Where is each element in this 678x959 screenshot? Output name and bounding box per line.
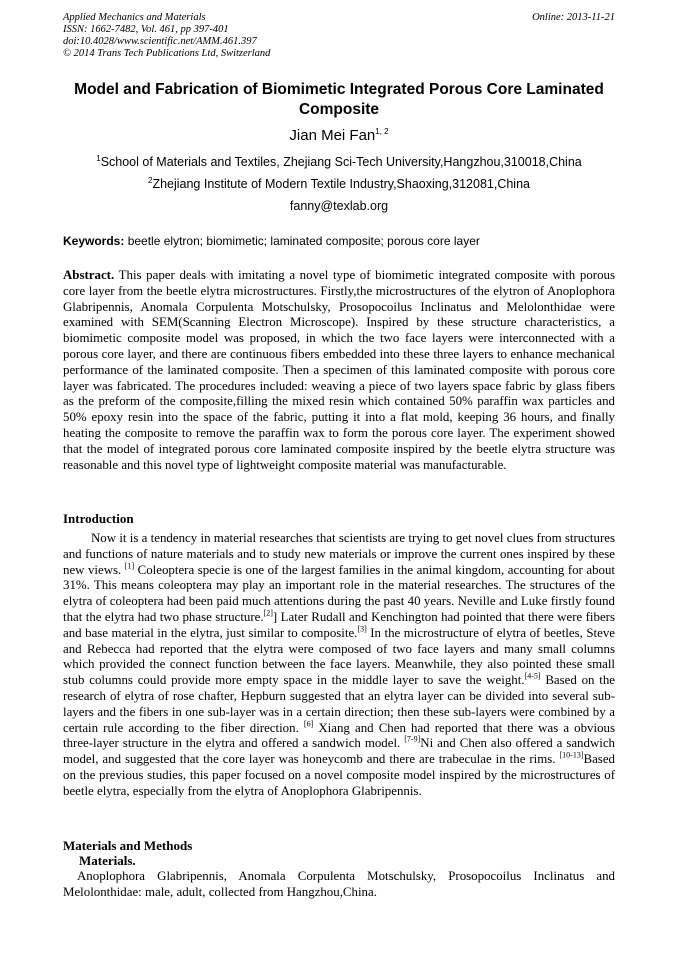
keywords-text: beetle elytron; biomimetic; laminated composite; porous core layer <box>127 234 480 248</box>
intro-text: Based on the research of elytra of rose chafter, Hepburn suggested that an elytra layer can be divided into several sub-layers and the fibers in one sub-layer was in a certain direction; then these sub-layers were combined by a certain rule according to the fiber direction. <box>63 673 615 735</box>
affiliation-2-mark: 2 <box>147 175 153 185</box>
affiliation-1-mark: 1 <box>96 153 101 163</box>
citation[interactable]: [10-13] <box>559 750 584 760</box>
doi-line: doi:10.4028/www.scientific.net/AMM.461.397 <box>63 36 257 47</box>
paper-title: Model and Fabrication of Biomimetic Integrated Porous Core Laminated Composite <box>74 81 604 118</box>
affiliation-2 <box>0 177 678 192</box>
introduction-body <box>63 531 615 800</box>
intro-text: Now it is a tendency in material researches that scientists are trying to get novel clues from structures and functions of nature materials and to study new materials or improve the current ones inspired by these new views. <box>63 531 615 577</box>
citation[interactable]: [2] <box>263 608 273 618</box>
abstract <box>63 268 615 473</box>
intro-text: Based on the previous studies, this paper focused on a novel composite model inspired by the microstructures of beetle elytra, especially from the elytra of Anoplophora Glabripennis. <box>63 752 615 798</box>
author-affiliation-marks: 1, 2 <box>375 127 389 136</box>
author-line <box>0 127 678 145</box>
citation[interactable]: [7-9] <box>404 735 421 745</box>
abstract-label: Abstract. <box>63 268 115 282</box>
author-name: Jian Mei Fan <box>289 127 376 144</box>
journal-name: Applied Mechanics and Materials <box>63 12 206 23</box>
affiliation-1-text: School of Materials and Textiles, Zhejiang Sci-Tech University,Hangzhou,310018,China <box>100 155 582 169</box>
intro-text: Ni and Chen also offered a sandwich model, and suggested that the core layer was honeycomb and there are trabeculae in the rims. <box>63 736 616 767</box>
issn-line: ISSN: 1662-7482, Vol. 461, pp 397-401 <box>63 24 229 35</box>
citation[interactable]: [6] <box>303 719 314 729</box>
affiliation-2-text: Zhejiang Institute of Modern Textile Industry,Shaoxing,312081,China <box>152 177 530 191</box>
online-date: Online: 2013-11-21 <box>532 12 615 23</box>
introduction-paragraph <box>63 531 615 800</box>
intro-text: Coleoptera specie is one of the largest families in the animal kingdom, accounting for about 31%. This means coleoptera may play an important role in the material researches. The structures of the elytra of coleoptera had been paid much attentions during the past 40 years. Neville and Luke firstly found that the elytra had two phase structure. <box>63 562 615 624</box>
citation[interactable]: [4-5] <box>524 671 541 681</box>
affiliation-1 <box>0 155 678 170</box>
introduction-heading: Introduction <box>63 511 134 526</box>
citation[interactable]: [3] <box>357 624 367 634</box>
intro-text: ] Later Rudall and Kenchington had pointed that there were fibers and base material in the elytra, just similar to composite. <box>63 609 615 640</box>
materials-subheading: Materials. <box>79 853 136 868</box>
intro-text: In the microstructure of elytra of beetles, Steve and Rebecca had reported that the elytra were composed of two face layers and many small columns which provided the connect function between the face layers. Meanwhile, they also pointed these small stub columns could provide more empty space in the middle layer to save the weight. <box>63 625 615 688</box>
copyright-line: © 2014 Trans Tech Publications Ltd, Switzerland <box>63 48 271 59</box>
intro-text: Xiang and Chen had reported that there was a obvious three-layer structure in the elytra and offered a sandwich model. <box>63 720 615 751</box>
materials-paragraph: Anoplophora Glabripennis, Anomala Corpulenta Motschulsky, Prosopocoilus Inclinatus and Melolonthidae: male, adult, collected from Hangzhou,China. <box>63 869 615 899</box>
materials-methods-heading: Materials and Methods <box>63 838 193 853</box>
journal-header <box>63 12 615 60</box>
keywords <box>63 233 623 249</box>
abstract-text: This paper deals with imitating a novel type of biomimetic integrated composite with porous core layer from the beetle elytra microstructures. Firstly,the microstructures of the elytron of Anoplophora Glabripennis, Anomala Corpulenta Motschulsky, Prosopocoilus Inclinatus and Melolonthidae were examined with SEM(Scanning Electron Microscope). Inspired by these structure characteristics, a biomimetic composite model was proposed, in which the two face layers were interconnected with a porous core layer, and there are continuous fibers embedded into these three layers to enhance mechanical performance of the laminated composite. Then a specimen of this laminated composite with porous core layer was fabricated. The procedures included: weaving a piece of two layers space fabric by glass fibers as the preform of the composite,filling the mixed resin which contained 50% paraffin wax particles and 50% epoxy resin into the space of the fabric, putting it into a flat mold, keeping 36 hours, and finally heating the composite to remove the paraffin wax to form the porous core layer. The experiment showed that the model of integrated porous core laminated composite inspired by the beetle elytra structure was reasonable and this novel type of lightweight composite material was manufacturable. <box>63 268 615 472</box>
citation[interactable]: [1] <box>124 561 135 571</box>
materials-body <box>63 869 615 901</box>
keywords-label: Keywords: <box>63 234 125 248</box>
author-email[interactable]: fanny@texlab.org <box>289 199 389 213</box>
